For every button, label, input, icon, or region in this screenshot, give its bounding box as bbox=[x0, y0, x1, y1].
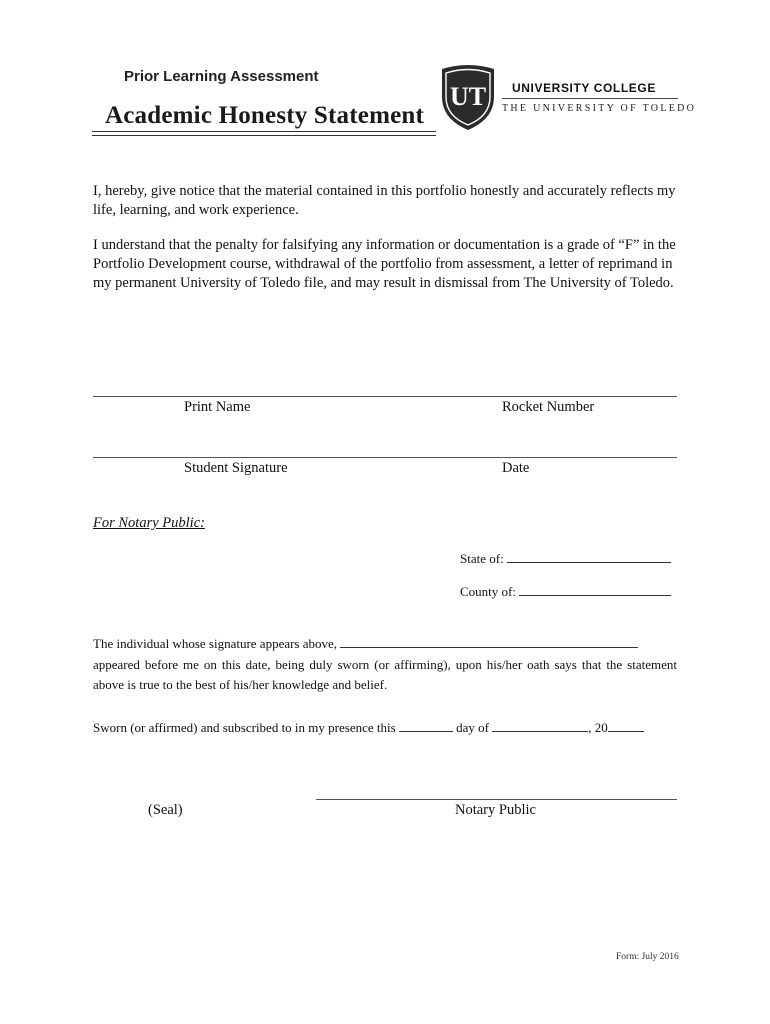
seal-label: (Seal) bbox=[148, 802, 183, 818]
signature-line[interactable] bbox=[93, 457, 677, 458]
notary-signature-line[interactable] bbox=[316, 799, 677, 800]
logo-lettering: UT bbox=[449, 82, 487, 111]
student-signature-label: Student Signature bbox=[184, 460, 288, 476]
date-label: Date bbox=[502, 460, 530, 476]
university-name: THE UNIVERSITY OF TOLEDO bbox=[502, 103, 697, 114]
state-row bbox=[460, 548, 671, 567]
county-row bbox=[460, 581, 671, 600]
form-subtitle: Prior Learning Assessment bbox=[124, 68, 319, 85]
appeared-text: appeared before me on this date, being duly sworn (or affirming), upon his/her oath says that the statement above is true to the best of his/her knowledge and belief. bbox=[93, 657, 677, 692]
print-name-label: Print Name bbox=[184, 399, 251, 415]
title-underline bbox=[92, 131, 436, 132]
year-field[interactable] bbox=[608, 717, 644, 732]
state-label: State of: bbox=[460, 551, 504, 566]
notary-public-label: Notary Public bbox=[455, 802, 536, 818]
individual-text: The individual whose signature appears above, bbox=[93, 636, 338, 651]
year-prefix: , 20 bbox=[588, 720, 608, 735]
day-field[interactable] bbox=[399, 717, 453, 732]
title-underline-second bbox=[92, 135, 436, 136]
county-field[interactable] bbox=[519, 581, 671, 596]
ut-shield-icon bbox=[440, 63, 496, 131]
statement-paragraph-2: I understand that the penalty for falsifying any information or documentation is a grade of “F” in the Portfolio Development course, withdrawal of the portfolio from assessment, a letter of reprimand in my permanent University of Toledo file, and may result in dismissal from The University of Toledo. bbox=[93, 237, 676, 291]
day-of-label: day of bbox=[456, 720, 490, 735]
individual-row bbox=[93, 633, 638, 652]
county-label: County of: bbox=[460, 584, 516, 599]
statement-paragraph-1: I, hereby, give notice that the material contained in this portfolio honestly and accurately reflects my life, learning, and work experience. bbox=[93, 183, 676, 218]
month-field[interactable] bbox=[492, 717, 588, 732]
sworn-text: Sworn (or affirmed) and subscribed to in my presence this bbox=[93, 720, 396, 735]
state-field[interactable] bbox=[507, 548, 671, 563]
print-name-line[interactable] bbox=[93, 396, 677, 397]
college-divider bbox=[502, 98, 678, 99]
sworn-row bbox=[93, 717, 644, 736]
college-name: UNIVERSITY COLLEGE bbox=[512, 81, 656, 95]
rocket-number-label: Rocket Number bbox=[502, 399, 595, 415]
form-title: Academic Honesty Statement bbox=[105, 102, 425, 129]
form-version: Form: July 2016 bbox=[616, 952, 679, 962]
notary-heading: For Notary Public: bbox=[93, 515, 205, 531]
individual-name-field[interactable] bbox=[340, 633, 638, 648]
university-logo bbox=[440, 63, 496, 131]
